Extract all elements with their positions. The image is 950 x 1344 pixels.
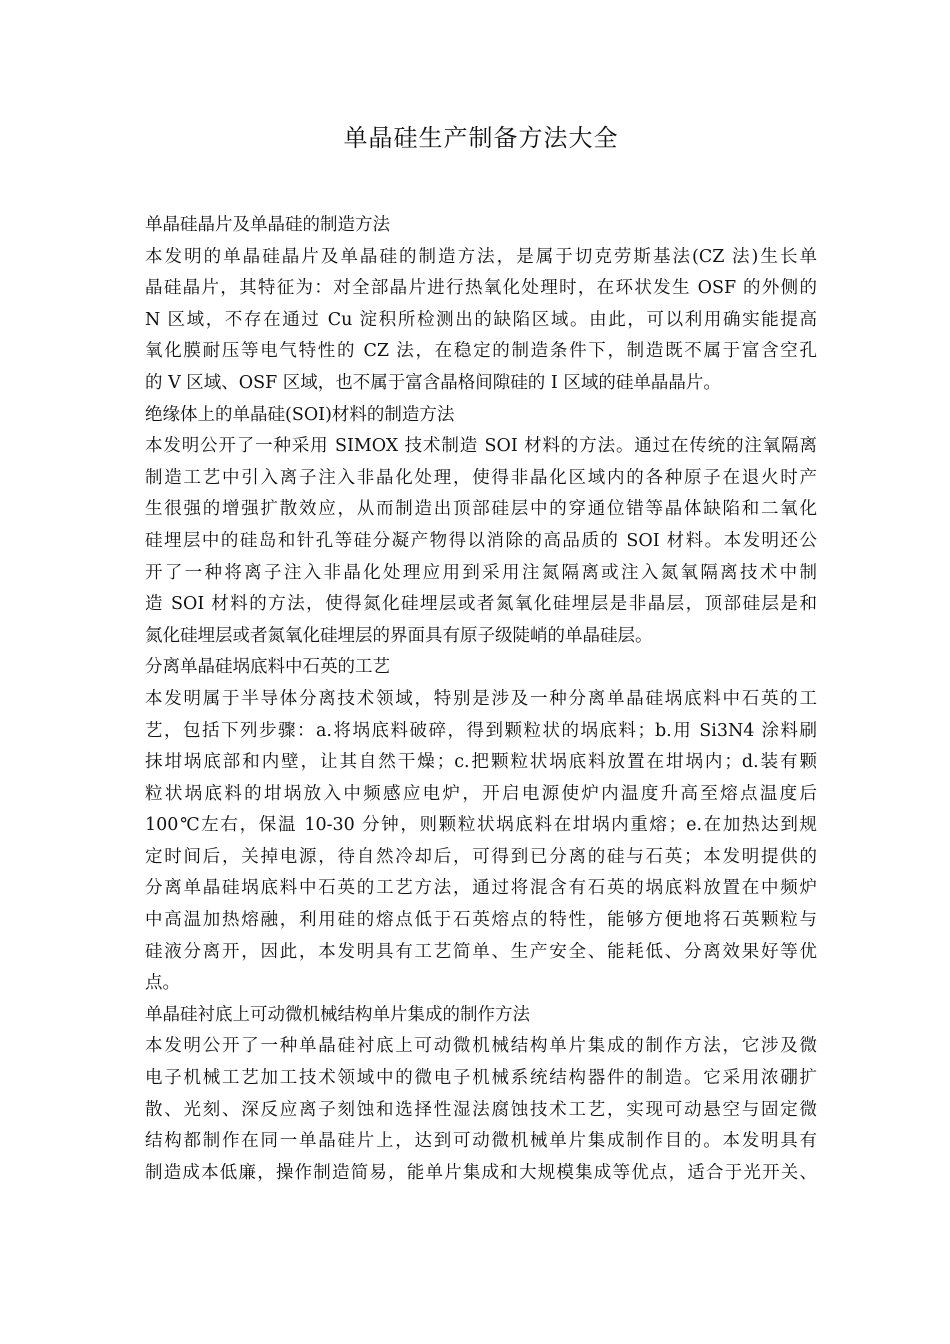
document-body: [145, 210, 817, 1189]
section-heading: 单晶硅晶片及单晶硅的制造方法: [145, 215, 390, 235]
paragraph-line: 本发明公开了一种采用 SIMOX 技术制造 SOI 材料的方法。通过在传统的注氧隔离: [145, 436, 817, 457]
paragraph-line: 生很强的增强扩散效应，从而制造出顶部硅层中的穿通位错等晶体缺陷和二氧化: [145, 499, 817, 520]
paragraph-line: 100℃左右，保温 10-30 分钟，则颗粒状埚底料在坩埚内重熔；e.在加热达到规: [145, 815, 817, 836]
paragraph-line: 造 SOI 材料的方法，使得氮化硅埋层或者氮氧化硅埋层是非晶层，顶部硅层是和: [145, 594, 817, 615]
paragraph-line: 散、光刻、深反应离子刻蚀和选择性湿法腐蚀技术工艺，实现可动悬空与固定微: [145, 1099, 817, 1120]
paragraph-line: 本发明的单晶硅晶片及单晶硅的制造方法，是属于切克劳斯基法(CZ 法)生长单: [145, 246, 817, 267]
paragraph-line: 抹坩埚底部和内壁，让其自然干燥；c.把颗粒状埚底料放置在坩埚内；d.装有颗: [145, 752, 817, 773]
paragraph-line: 开了一种将离子注入非晶化处理应用到采用注氮隔离或注入氮氧隔离技术中制: [145, 562, 817, 583]
section-heading: 分离单晶硅埚底料中石英的工艺: [145, 657, 390, 678]
paragraph-line: 分离单晶硅埚底料中石英的工艺方法，通过将混含有石英的埚底料放置在中频炉: [145, 878, 817, 899]
paragraph-line: 点。: [145, 973, 180, 994]
paragraph-line: 结构都制作在同一单晶硅片上，达到可动微机械单片集成制作目的。本发明具有: [145, 1131, 817, 1152]
paragraph-line: 氮化硅埋层或者氮氧化硅埋层的界面具有原子级陡峭的单晶硅层。: [145, 625, 653, 646]
paragraph-line: 本发明公开了一种单晶硅衬底上可动微机械结构单片集成的制作方法，它涉及微: [145, 1036, 817, 1057]
paragraph-line: N 区域，不存在通过 Cu 淀积所检测出的缺陷区域。由此，可以利用确实能提高: [145, 309, 817, 330]
paragraph-line: 晶硅晶片，其特征为：对全部晶片进行热氧化处理时，在环状发生 OSF 的外侧的: [145, 278, 817, 299]
paragraph-line: 硅液分离开，因此，本发明具有工艺简单、生产安全、能耗低、分离效果好等优: [145, 941, 817, 962]
paragraph-line: 制造工艺中引入离子注入非晶化处理，使得非晶化区域内的各种原子在退火时产: [145, 467, 817, 488]
paragraph-line: 制造成本低廉，操作制造简易，能单片集成和大规模集成等优点，适合于光开关、: [145, 1162, 817, 1183]
document-section: [145, 210, 817, 400]
document-section: [145, 400, 817, 653]
paragraph-line: 硅埋层中的硅岛和针孔等硅分凝产物得以消除的高品质的 SOI 材料。本发明还公: [145, 530, 817, 551]
paragraph-line: 粒状埚底料的坩埚放入中频感应电炉，开启电源使炉内温度升高至熔点温度后: [145, 783, 817, 804]
paragraph-line: 本发明属于半导体分离技术领域，特别是涉及一种分离单晶硅埚底料中石英的工: [145, 688, 817, 709]
paragraph-line: 电子机械工艺加工技术领域中的微电子机械系统结构器件的制造。它采用浓硼扩: [145, 1068, 817, 1089]
paragraph-line: 中高温加热熔融，利用硅的熔点低于石英熔点的特性，能够方便地将石英颗粒与: [145, 910, 817, 931]
paragraph-line: 定时间后，关掉电源，待自然冷却后，可得到已分离的硅与石英；本发明提供的: [145, 846, 817, 867]
paragraph-line: 的 V 区域、OSF 区域，也不属于富含晶格间隙硅的 I 区域的硅单晶晶片。: [145, 372, 721, 393]
paragraph-line: 氧化膜耐压等电气特性的 CZ 法，在稳定的制造条件下，制造既不属于富含空孔: [145, 341, 817, 362]
document-section: [145, 1000, 817, 1190]
document-title: 单晶硅生产制备方法大全: [343, 124, 619, 152]
section-heading: 绝缘体上的单晶硅(SOI)材料的制造方法: [145, 404, 455, 425]
paragraph-line: 艺，包括下列步骤：a.将埚底料破碎，得到颗粒状的埚底料；b.用 Si3N4 涂料刷: [145, 720, 817, 741]
section-heading: 单晶硅衬底上可动微机械结构单片集成的制作方法: [145, 1004, 530, 1025]
document-section: [145, 652, 817, 1000]
